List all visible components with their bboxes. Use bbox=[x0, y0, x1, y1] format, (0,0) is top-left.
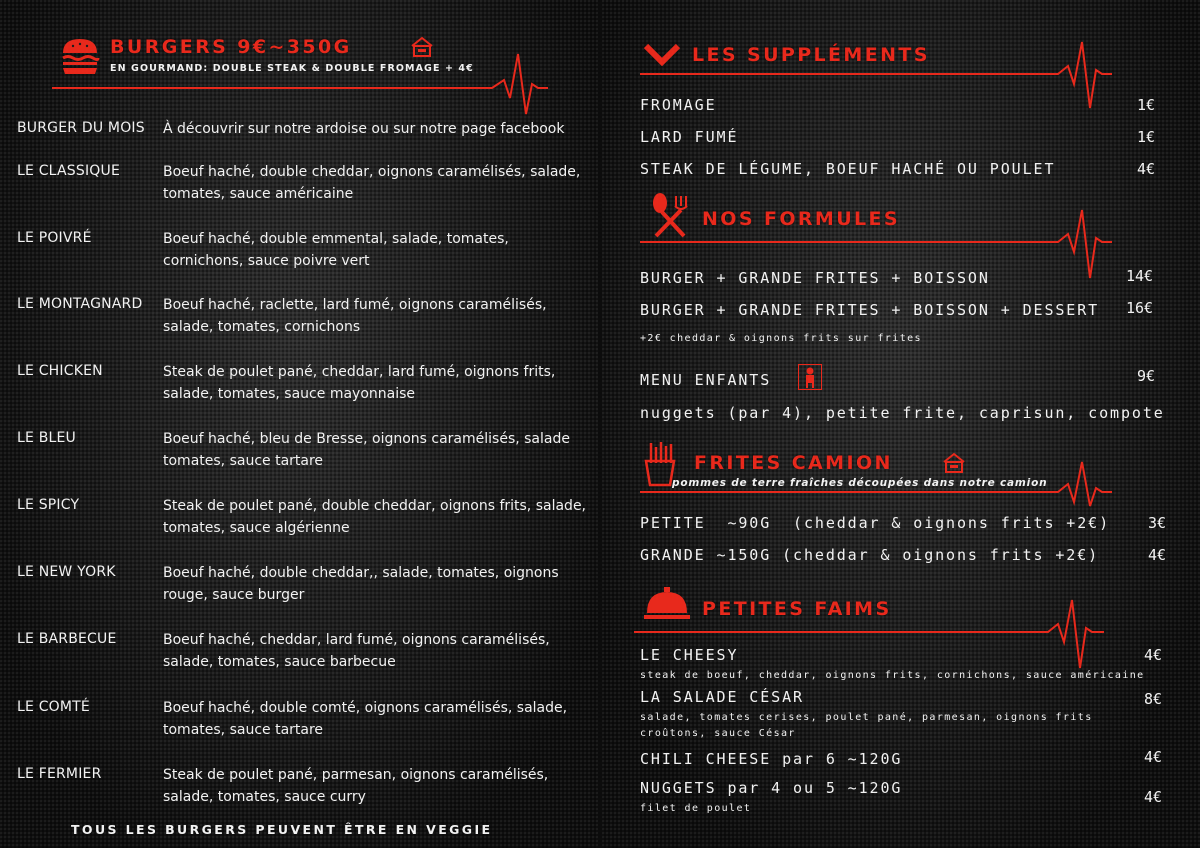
right-panel bbox=[602, 0, 1200, 848]
petite-faim-price: 4€ bbox=[1144, 788, 1163, 806]
burger-description: À découvrir sur notre ardoise ou sur notre page facebook bbox=[163, 121, 565, 137]
burger-description: Steak de poulet pané, parmesan, oignons caramélisés, salade, tomates, sauce curry bbox=[163, 767, 549, 805]
supplement-name: FROMAGE bbox=[640, 96, 717, 114]
frites-price: 4€ bbox=[1148, 546, 1167, 564]
burger-description: Boeuf haché, cheddar, lard fumé, oignons caramélisés, salade, tomates, sauce barbecue bbox=[163, 632, 550, 670]
kids-menu-price: 9€ bbox=[1137, 367, 1156, 385]
formule-price: 16€ bbox=[1126, 299, 1154, 317]
veggie-footer: TOUS LES BURGERS PEUVENT ÊTRE EN VEGGIE bbox=[71, 822, 493, 837]
burger-name: BURGER DU MOIS bbox=[17, 120, 145, 136]
frites-name: GRANDE ~150G (cheddar & oignons frits +2€) bbox=[640, 546, 1100, 564]
heartbeat-divider bbox=[640, 458, 1120, 510]
petite-faim-desc: filet de poulet bbox=[640, 803, 752, 814]
burger-description: Boeuf haché, bleu de Bresse, oignons caramélisés, salade tomates, sauce tartare bbox=[163, 431, 570, 469]
kids-menu-name: MENU ENFANTS bbox=[640, 371, 772, 389]
petite-faim-price: 4€ bbox=[1144, 748, 1163, 766]
petite-faim-name: CHILI CHEESE par 6 ~120G bbox=[640, 750, 903, 768]
child-icon bbox=[798, 364, 822, 390]
petite-faim-price: 8€ bbox=[1144, 690, 1163, 708]
supplements-title: LES SUPPLÉMENTS bbox=[692, 44, 930, 66]
burgers-subtitle: EN GOURMAND: DOUBLE STEAK & DOUBLE FROMAGE + 4€ bbox=[110, 63, 474, 74]
supplement-price: 1€ bbox=[1137, 128, 1156, 146]
frites-title: FRITES CAMION bbox=[694, 452, 893, 474]
formule-note: +2€ cheddar & oignons frits sur frites bbox=[640, 333, 922, 344]
burger-name: LE FERMIER bbox=[17, 766, 102, 782]
burger-name: LE CHICKEN bbox=[17, 363, 103, 379]
petite-faim-price: 4€ bbox=[1144, 646, 1163, 664]
frites-name: PETITE ~90G (cheddar & oignons frits +2€) bbox=[640, 514, 1111, 532]
petite-faim-desc: croûtons, sauce César bbox=[640, 728, 796, 739]
formule-name: BURGER + GRANDE FRITES + BOISSON + DESSERT bbox=[640, 301, 1100, 319]
burger-name: LE CLASSIQUE bbox=[17, 163, 120, 179]
petite-faim-desc: salade, tomates cerises, poulet pané, parmesan, oignons frits bbox=[640, 712, 1093, 723]
supplement-price: 4€ bbox=[1137, 160, 1156, 178]
burger-name: LE COMTÉ bbox=[17, 699, 90, 715]
petite-faim-name: NUGGETS par 4 ou 5 ~120G bbox=[640, 779, 903, 797]
burger-name: LE SPICY bbox=[17, 497, 80, 513]
burger-description: Steak de poulet pané, double cheddar, oignons frits, salade, tomates, sauce algérienne bbox=[163, 498, 587, 536]
burger-name: LE BLEU bbox=[17, 430, 76, 446]
burger-description: Boeuf haché, double cheddar,, salade, tomates, oignons rouge, sauce burger bbox=[163, 565, 559, 603]
burger-description: Boeuf haché, double comté, oignons caramélisés, salade, tomates, sauce tartare bbox=[163, 700, 568, 738]
kids-menu-desc: nuggets (par 4), petite frite, caprisun, compote bbox=[640, 404, 1165, 422]
burger-description: Boeuf haché, double cheddar, oignons caramélisés, salade, tomates, sauce américaine bbox=[163, 164, 581, 202]
formules-title: NOS FORMULES bbox=[702, 208, 901, 230]
burger-description: Boeuf haché, raclette, lard fumé, oignons caramélisés, salade, tomates, cornichons bbox=[163, 297, 547, 335]
burger-name: LE NEW YORK bbox=[17, 564, 116, 580]
petite-faim-desc: steak de boeuf, cheddar, oignons frits, cornichons, sauce américaine bbox=[640, 670, 1145, 681]
supplement-name: LARD FUMÉ bbox=[640, 128, 739, 146]
petite-faim-name: LA SALADE CÉSAR bbox=[640, 688, 804, 706]
burger-description: Boeuf haché, double emmental, salade, tomates, cornichons, sauce poivre vert bbox=[163, 231, 509, 269]
supplement-price: 1€ bbox=[1137, 96, 1156, 114]
frites-subtitle: pommes de terre fraîches découpées dans notre camion bbox=[672, 477, 1048, 489]
burger-name: LE BARBECUE bbox=[17, 631, 117, 647]
burger-name: LE MONTAGNARD bbox=[17, 296, 143, 312]
burgers-title: BURGERS 9€~350G bbox=[110, 36, 352, 58]
burger-description: Steak de poulet pané, cheddar, lard fumé, oignons frits, salade, tomates, sauce mayonnaise bbox=[163, 364, 556, 402]
formule-price: 14€ bbox=[1126, 267, 1154, 285]
burger-name: LE POIVRÉ bbox=[17, 230, 92, 246]
formule-name: BURGER + GRANDE FRITES + BOISSON bbox=[640, 269, 990, 287]
left-panel bbox=[0, 0, 598, 848]
frites-price: 3€ bbox=[1148, 514, 1167, 532]
heartbeat-divider bbox=[52, 50, 552, 120]
petites-faims-title: PETITES FAIMS bbox=[702, 598, 892, 620]
petite-faim-name: LE CHEESY bbox=[640, 646, 739, 664]
supplement-name: STEAK DE LÉGUME, BOEUF HACHÉ OU POULET bbox=[640, 160, 1056, 178]
